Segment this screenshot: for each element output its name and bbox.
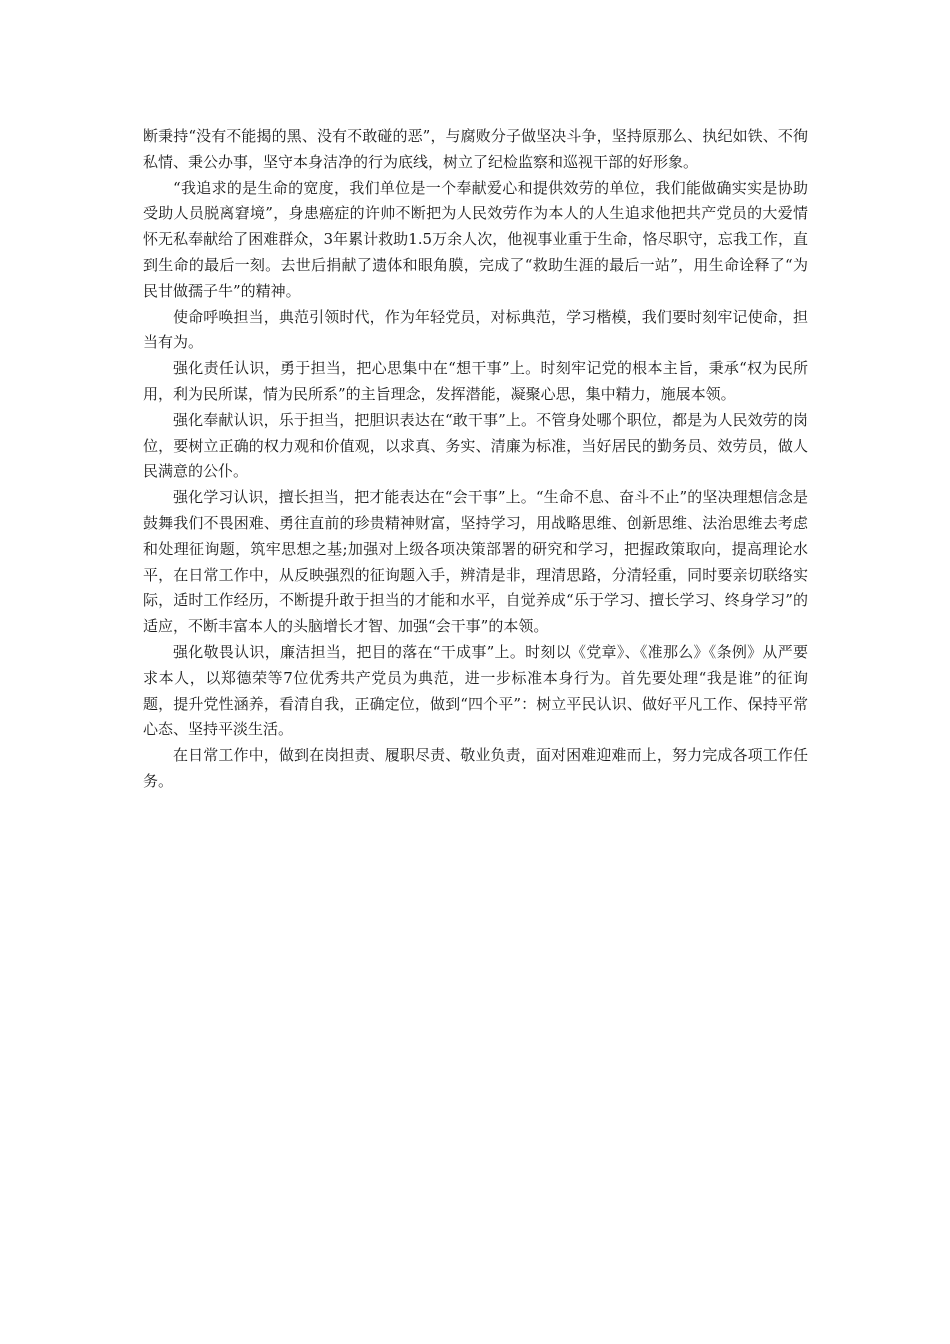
document-body [143,124,808,795]
paragraph-2: “我追求的是生命的宽度，我们单位是一个奉献爱心和提供效劳的单位，我们能做确实实是协助受助人员脱离窘境”，身患癌症的许帅不断把为人民效劳作为本人的人生追求他把共产党员的大爱情怀无私奉献给了困难群众，3年累计救助1.5万余人次，他视事业重于生命，恪尽职守，忘我工作，直到生命的最后一刻。去世后捐献了遗体和眼角膜，完成了“救助生涯的最后一站”，用生命诠释了“为民甘做孺子牛”的精神。 [143,178,808,300]
paragraph-5: 强化奉献认识，乐于担当，把胆识表达在“敢干事”上。不管身处哪个职位，都是为人民效劳的岗位，要树立正确的权力观和价值观，以求真、务实、清廉为标准，当好居民的勤务员、效劳员，做人民满意的公仆。 [143,410,808,481]
paragraph-4: 强化责任认识，勇于担当，把心思集中在“想干事”上。时刻牢记党的根本主旨，秉承“权为民所用，利为民所谋，情为民所系”的主旨理念，发挥潜能，凝聚心思，集中精力，施展本领。 [143,359,808,403]
paragraph-1: 断秉持“没有不能揭的黑、没有不敢碰的恶”，与腐败分子做坚决斗争，坚持原那么、执纪如铁、不徇私情、秉公办事，坚守本身洁净的行为底线，树立了纪检监察和巡视干部的好形象。 [143,127,808,171]
paragraph-7: 强化敬畏认识，廉洁担当，把目的落在“干成事”上。时刻以《党章》、《准那么》《条例》从严要求本人，以郑德荣等7位优秀共产党员为典范，进一步标准本身行为。首先要处理“我是谁”的征询题，提升党性涵养，看清自我，正确定位，做到“四个平”：树立平民认识、做好平凡工作、保持平常心态、坚持平淡生活。 [143,642,808,739]
paragraph-3: 使命呼唤担当，典范引领时代，作为年轻党员，对标典范，学习楷模，我们要时刻牢记使命，担当有为。 [143,307,808,352]
paragraph-6: 强化学习认识，擅长担当，把才能表达在“会干事”上。“生命不息、奋斗不止”的坚决理想信念是鼓舞我们不畏困难、勇往直前的珍贵精神财富，坚持学习，用战略思维、创新思维、法治思维去考虑和处理征询题，筑牢思想之基;加强对上级各项决策部署的研究和学习，把握政策取向，提高理论水平，在日常工作中，从反映强烈的征询题入手，辨清是非，理清思路，分清轻重，同时要亲切联络实际，适时工作经历，不断提升敢于担当的才能和水平，自觉养成“乐于学习、擅长学习、终身学习”的适应，不断丰富本人的头脑增长才智、加强“会干事”的本领。 [143,488,808,636]
paragraph-8: 在日常工作中，做到在岗担责、履职尽责、敬业负责，面对困难迎难而上，努力完成各项工作任务。 [143,746,808,790]
